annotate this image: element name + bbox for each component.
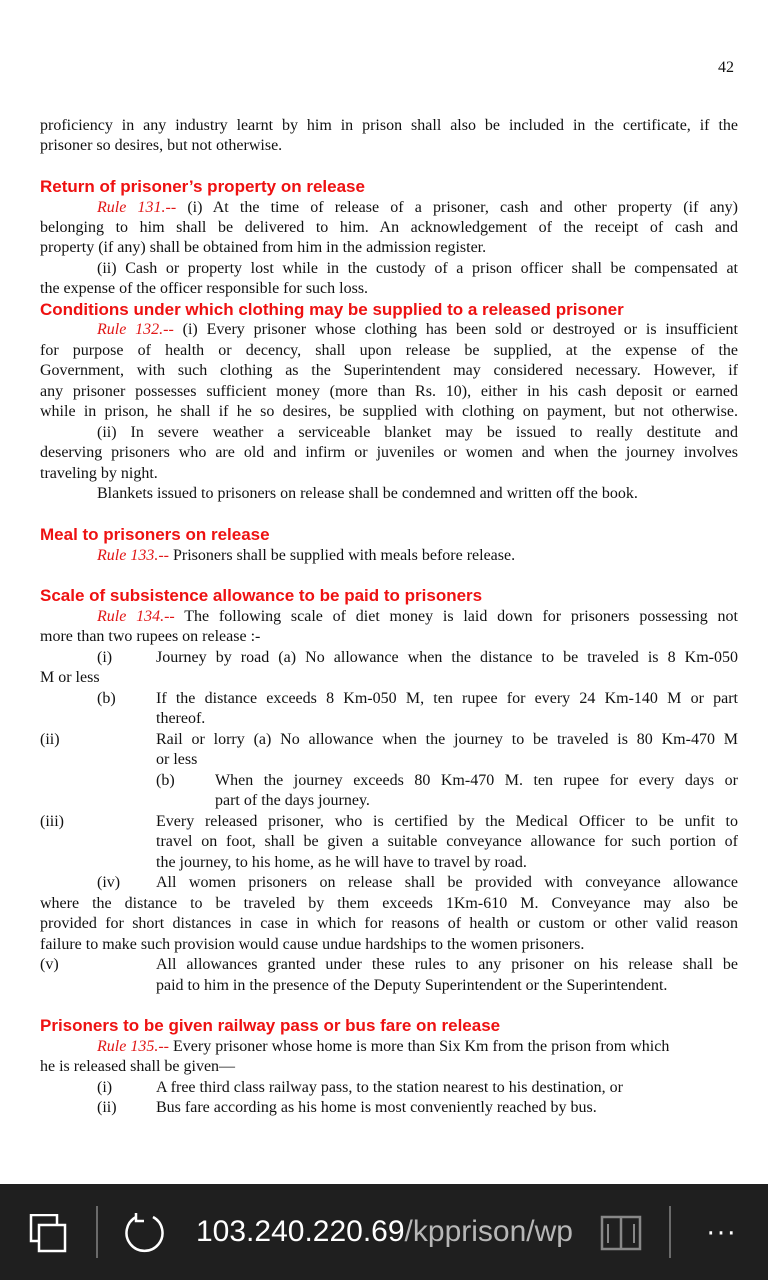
reading-view-icon — [600, 1214, 642, 1252]
divider — [669, 1206, 671, 1258]
body-text: Every prisoner whose home is more than Six Km from the prison from which — [172, 1038, 670, 1055]
rule-label: Rule 134.-- — [97, 608, 175, 625]
body-line: When the journey exceeds 80 Km-470 M. ten rupee for every days or — [215, 772, 738, 789]
rule-label: Rule 135.-- — [97, 1038, 169, 1055]
list-number: (iii) — [40, 813, 64, 830]
body-line: travel on foot, shall be given a suitable conveyance allowance for such portion of — [156, 833, 738, 850]
body-line: property (if any) shall be obtained from him in the admission register. — [40, 239, 487, 256]
more-icon[interactable]: ··· — [706, 1219, 738, 1249]
body-line: the expense of the officer responsible for such loss. — [40, 280, 369, 297]
body-line: failure to make such provision would cause undue hardships to the women prisoners. — [40, 936, 585, 953]
body-line: All women prisoners on release shall be provided with conveyance allowance — [156, 874, 738, 891]
page-number: 42 — [718, 59, 734, 76]
body-line: belonging to him shall be delivered to him. An acknowledgement of the receipt of cash and — [40, 219, 738, 236]
body-text: Prisoners shall be supplied with meals before release. — [172, 547, 516, 564]
body-line: provided for short distances in case in which for reasons of health or custom or other valid reason — [40, 915, 738, 932]
browser-bottom-bar — [0, 1184, 768, 1280]
body-line: Rail or lorry (a) No allowance when the journey to be traveled is 80 Km-470 M — [156, 731, 738, 748]
body-line — [97, 607, 738, 627]
body-line — [97, 198, 738, 218]
rule-label: Rule 133.-- — [97, 547, 169, 564]
address-bar[interactable] — [196, 1212, 573, 1252]
tabs-icon — [28, 1214, 68, 1254]
body-line — [97, 546, 515, 566]
body-line — [97, 320, 738, 340]
body-text: (i) Every prisoner whose clothing has been sold or destroyed or is insufficient — [182, 321, 739, 338]
refresh-icon — [122, 1210, 168, 1256]
body-line: the journey, to his home, as he will have to travel by road. — [156, 854, 527, 871]
body-line: or less — [156, 751, 198, 768]
body-line: prisoner so desires, but not otherwise. — [40, 137, 283, 154]
body-line: where the distance to be traveled by them exceeds 1Km-610 M. Conveyance may also be — [40, 895, 738, 912]
body-text: (i) At the time of release of a prisoner, cash and other property (if any) — [187, 199, 739, 216]
section-heading: Return of prisoner’s property on release — [40, 177, 365, 196]
body-line: thereof. — [156, 710, 206, 727]
url-host: 103.240.220.69 — [196, 1215, 405, 1248]
body-line: Blankets issued to prisoners on release shall be condemned and written off the book. — [97, 485, 638, 502]
list-number: (iv) — [97, 874, 121, 891]
body-line: part of the days journey. — [215, 792, 370, 809]
section-heading: Prisoners to be given railway pass or bus fare on release — [40, 1016, 501, 1035]
section-heading: Meal to prisoners on release — [40, 525, 270, 544]
body-line: M or less — [40, 669, 100, 686]
body-line: Every released prisoner, who is certified by the Medical Officer to be unfit to — [156, 813, 738, 830]
body-line: (ii) In severe weather a serviceable blanket may be issued to really destitute and — [97, 424, 738, 441]
refresh-button[interactable] — [122, 1210, 168, 1256]
reading-view-button[interactable] — [600, 1214, 642, 1252]
body-text: The following scale of diet money is laid down for prisoners possessing not — [184, 608, 738, 625]
body-line: proficiency in any industry learnt by him in prison shall also be included in the certificate, if the — [40, 117, 738, 134]
list-number: (ii) — [97, 1099, 117, 1116]
body-line: Journey by road (a) No allowance when the distance to be traveled is 8 Km-050 — [156, 649, 738, 666]
body-line: deserving prisoners who are old and infirm or juveniles or women and when the journey involves — [40, 444, 738, 461]
list-number: (ii) — [40, 731, 60, 748]
body-line: Bus fare according as his home is most conveniently reached by bus. — [156, 1099, 597, 1116]
body-line: any prisoner possesses sufficient money (more than Rs. 10), either in his cash deposit or earned — [40, 383, 738, 400]
list-number: (v) — [40, 956, 59, 973]
section-heading: Conditions under which clothing may be supplied to a released prisoner — [40, 300, 624, 319]
body-line: more than two rupees on release :- — [40, 628, 261, 645]
section-heading: Scale of subsistence allowance to be paid to prisoners — [40, 586, 483, 605]
body-line: Government, with such clothing as the Superintendent may considered necessary. However, if — [40, 362, 738, 379]
body-line: paid to him in the presence of the Deputy Superintendent or the Superintendent. — [156, 977, 668, 994]
body-line: (ii) Cash or property lost while in the custody of a prison officer shall be compensated at — [97, 260, 738, 277]
body-line: If the distance exceeds 8 Km-050 M, ten rupee for every 24 Km-140 M or part — [156, 690, 738, 707]
body-line: for purpose of health or decency, shall upon release be supplied, at the expense of the — [40, 342, 738, 359]
list-number: (i) — [97, 649, 113, 666]
divider — [96, 1206, 98, 1258]
body-line — [97, 1037, 669, 1057]
body-line: while in prison, he shall if he so desires, be supplied with clothing on payment, but not otherwise. — [40, 403, 738, 420]
list-number: (b) — [156, 772, 175, 789]
body-line: he is released shall be given— — [40, 1058, 236, 1075]
tabs-button[interactable] — [28, 1214, 68, 1254]
rule-label: Rule 131.-- — [97, 199, 177, 216]
body-line: traveling by night. — [40, 465, 158, 482]
url-path: /kpprison/wp — [404, 1215, 573, 1248]
list-number: (i) — [97, 1079, 113, 1096]
list-number: (b) — [97, 690, 116, 707]
body-line: A free third class railway pass, to the station nearest to his destination, or — [156, 1079, 623, 1096]
rule-label: Rule 132.-- — [97, 321, 174, 338]
body-line: All allowances granted under these rules to any prisoner on his release shall be — [156, 956, 738, 973]
